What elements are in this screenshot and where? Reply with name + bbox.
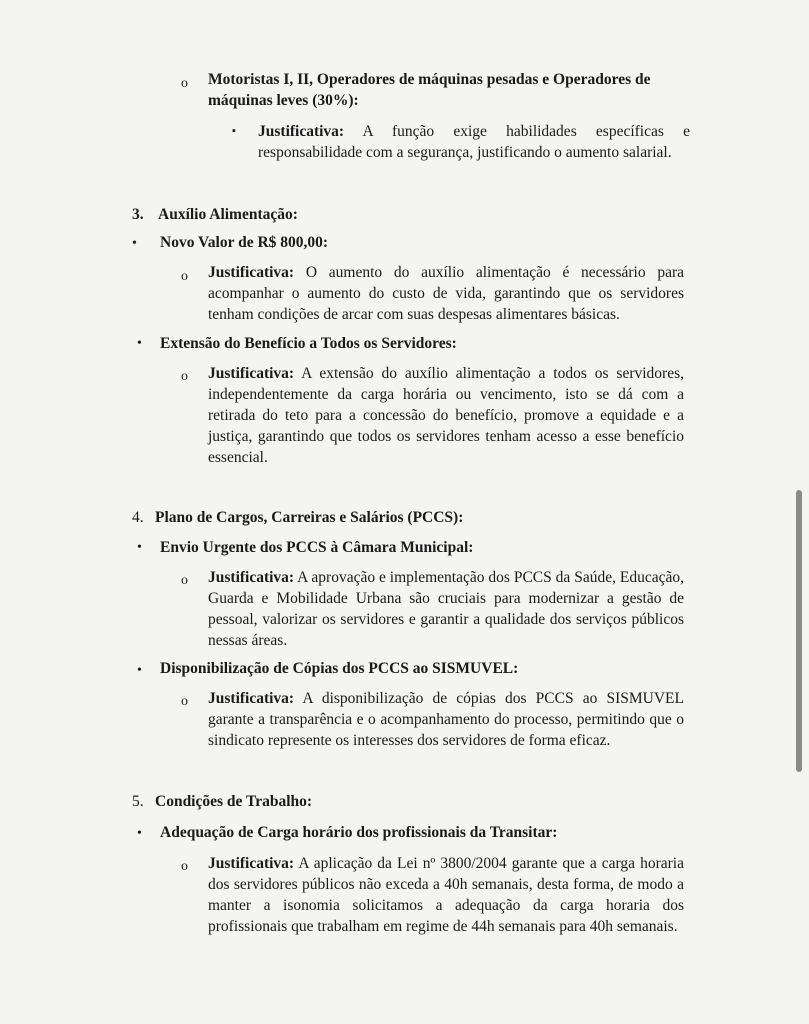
justificativa-label: Justificativa: xyxy=(208,365,295,382)
item-motoristas-title: Motoristas I, II, Operadores de máquinas pesadas e Operadores de máquinas leves (30%): xyxy=(208,71,651,109)
section-title: Plano de Cargos, Carreiras e Salários (PCCS): xyxy=(155,509,464,526)
bullet: • xyxy=(132,236,137,251)
section-number: 3. xyxy=(132,206,144,223)
justificativa-text: A extensão do auxílio alimentação a todos os servidores, independentemente da carga horária ou vencimento, isto se dá com a retirada do teto para a concessão do benefício, promove a equidade e a justiça, garantindo que todos os servidores tenham acesso a esse benefício essencial. xyxy=(208,365,684,466)
section-number: 4. xyxy=(132,509,144,526)
justificativa-text: A aplicação da Lei nº 3800/2004 garante que a carga horaria dos servidores públicos não exceda a 40h semanais, desta forma, de modo a manter a isonomia solicitamos a adequação da carga horaria dos profissionais que trabalham em regime de 44h semanais para 40h semanais. xyxy=(208,855,684,935)
motoristas-justificativa xyxy=(258,121,690,163)
bullet-title: Disponibilização de Cópias dos PCCS ao SISMUVEL: xyxy=(160,660,519,677)
s5-b1-justificativa xyxy=(208,853,684,937)
justificativa-text: A função exige habilidades específicas e responsabilidade com a segurança, justificando o aumento salarial. xyxy=(258,123,690,161)
circle-bullet: o xyxy=(181,694,188,709)
bullet: • xyxy=(137,336,142,351)
bullet: • xyxy=(137,663,142,678)
circle-bullet: o xyxy=(181,369,188,384)
justificativa-text: A disponibilização de cópias dos PCCS ao SISMUVEL garante a transparência e o acompanhamento do processo, permitindo que o sindicato represente os interesses dos servidores de forma eficaz. xyxy=(208,690,684,749)
bullet: • xyxy=(137,826,142,841)
bullet-title: Extensão do Benefício a Todos os Servidores: xyxy=(160,335,457,352)
justificativa-text: O aumento do auxílio alimentação é necessário para acompanhar o aumento do custo de vida, garantindo que os servidores tenham condições de arcar com suas despesas alimentares básicas. xyxy=(208,264,684,323)
justificativa-text: A aprovação e implementação dos PCCS da Saúde, Educação, Guarda e Mobilidade Urbana são cruciais para modernizar a gestão de pessoal, valorizar os servidores e garantir a qualidade dos serviços públicos nessas áreas. xyxy=(208,569,684,649)
bullet-title: Adequação de Carga horário dos profissionais da Transitar: xyxy=(160,824,558,841)
justificativa-label: Justificativa: xyxy=(208,690,295,707)
circle-bullet: o xyxy=(181,859,188,874)
section-number: 5. xyxy=(132,793,144,810)
justificativa-label: Justificativa: xyxy=(208,855,295,872)
s3-b2-justificativa xyxy=(208,363,684,468)
s3-b1-justificativa xyxy=(208,262,684,325)
circle-bullet: o xyxy=(181,76,188,91)
justificativa-label: Justificativa: xyxy=(208,264,295,281)
scrollbar-thumb[interactable] xyxy=(796,490,802,772)
bullet-title: Envio Urgente dos PCCS à Câmara Municipal: xyxy=(160,539,474,556)
s4-b1-justificativa xyxy=(208,567,684,651)
section-title: Condições de Trabalho: xyxy=(155,793,313,810)
justificativa-label: Justificativa: xyxy=(258,123,345,140)
circle-bullet: o xyxy=(181,573,188,588)
circle-bullet: o xyxy=(181,269,188,284)
s4-b2-justificativa xyxy=(208,688,684,751)
bullet: • xyxy=(137,540,142,555)
justificativa-label: Justificativa: xyxy=(208,569,295,586)
section-title: Auxílio Alimentação: xyxy=(158,206,298,223)
square-bullet: ▪ xyxy=(232,125,236,137)
bullet-title: Novo Valor de R$ 800,00: xyxy=(160,234,329,251)
